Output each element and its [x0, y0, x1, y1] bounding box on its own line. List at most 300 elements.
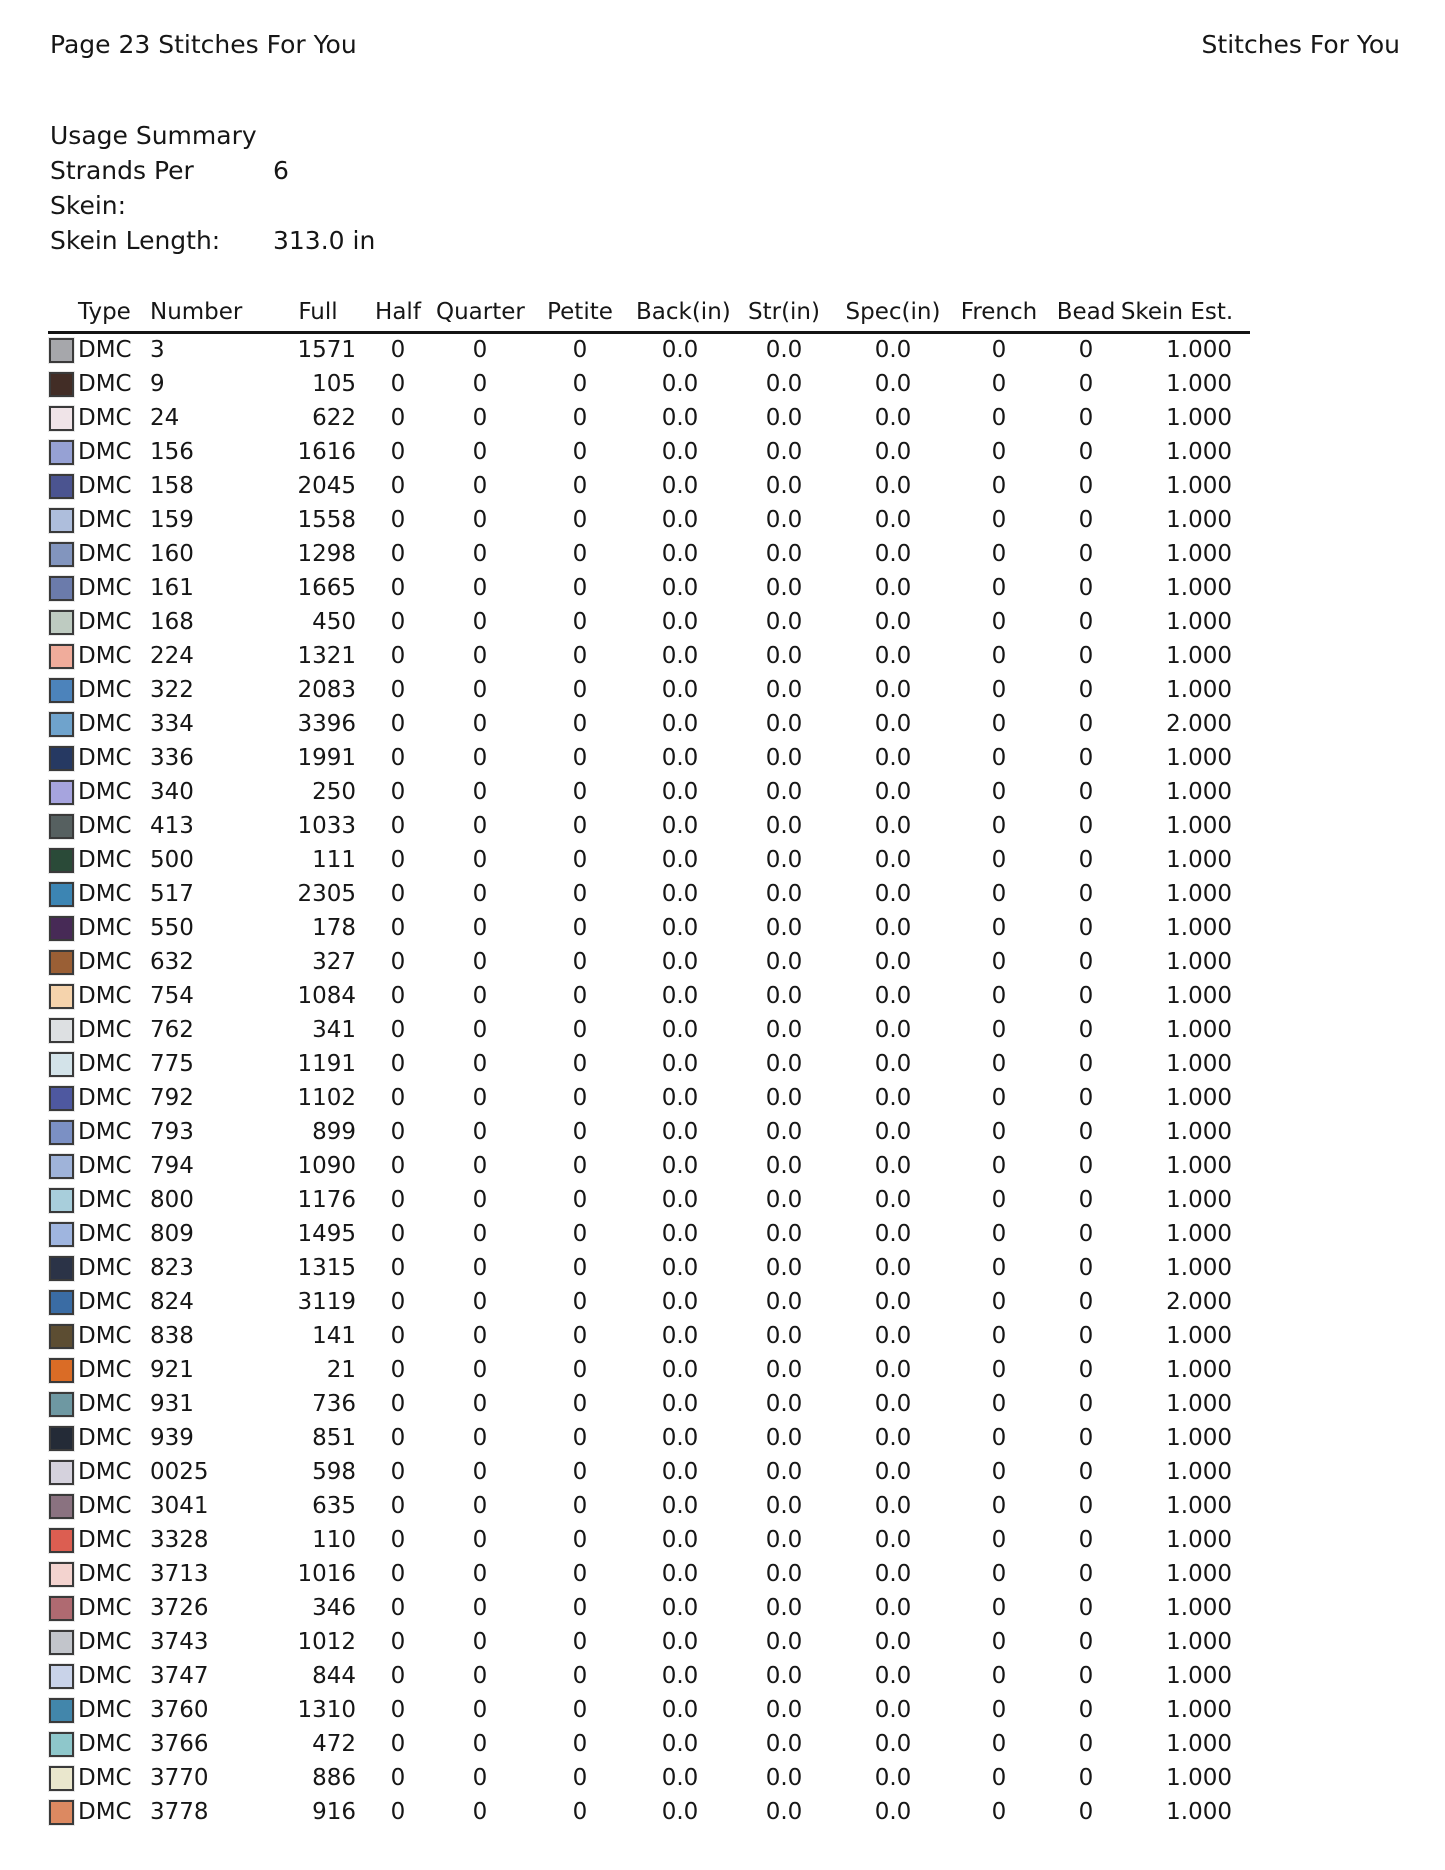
cell-number: 3 [150, 337, 165, 364]
cell-bead: 0 [1078, 1220, 1094, 1247]
cell-spec-in: 0.0 [874, 1798, 912, 1825]
cell-spec-in: 0.0 [874, 1730, 912, 1757]
cell-spec-in: 0.0 [874, 1526, 912, 1553]
cell-french: 0 [991, 337, 1007, 364]
table-row [48, 1693, 1250, 1727]
cell-petite: 0 [572, 1594, 588, 1621]
table-row [48, 1319, 1250, 1353]
cell-str-in: 0.0 [765, 1152, 803, 1179]
cell-skein-est: 1.000 [1166, 337, 1232, 364]
swatch-cell [48, 673, 78, 707]
cell-str-in: 0.0 [765, 982, 803, 1009]
cell-quarter: 0 [472, 1152, 488, 1179]
cell-spec-in: 0.0 [874, 1628, 912, 1655]
thread-color-swatch [49, 644, 74, 669]
cell-half: 0 [390, 1118, 406, 1145]
cell-half: 0 [390, 914, 406, 941]
cell-back-in: 0.0 [661, 880, 699, 907]
cell-bead: 0 [1078, 1390, 1094, 1417]
cell-str-in: 0.0 [765, 1254, 803, 1281]
cell-quarter: 0 [472, 540, 488, 567]
swatch-cell [48, 605, 78, 639]
thread-color-swatch [49, 406, 74, 431]
swatch-cell [48, 1217, 78, 1251]
table-row [48, 1659, 1250, 1693]
cell-quarter: 0 [472, 608, 488, 635]
cell-spec-in: 0.0 [874, 676, 912, 703]
cell-spec-in: 0.0 [874, 472, 912, 499]
cell-number: 775 [150, 1050, 194, 1077]
table-row [48, 571, 1250, 605]
thread-color-swatch [49, 1562, 74, 1587]
cell-bead: 0 [1078, 744, 1094, 771]
cell-type: DMC [78, 744, 132, 771]
cell-full: 1298 [297, 540, 356, 567]
cell-back-in: 0.0 [661, 370, 699, 397]
cell-back-in: 0.0 [661, 1186, 699, 1213]
cell-spec-in: 0.0 [874, 846, 912, 873]
cell-full: 844 [312, 1662, 356, 1689]
page-header-left: Page 23 Stitches For You [50, 30, 357, 59]
cell-half: 0 [390, 1016, 406, 1043]
cell-spec-in: 0.0 [874, 1050, 912, 1077]
cell-back-in: 0.0 [661, 812, 699, 839]
cell-full: 450 [312, 608, 356, 635]
cell-skein-est: 1.000 [1166, 1220, 1232, 1247]
thread-color-swatch [49, 916, 74, 941]
cell-french: 0 [991, 778, 1007, 805]
cell-full: 105 [312, 370, 356, 397]
cell-petite: 0 [572, 982, 588, 1009]
cell-petite: 0 [572, 948, 588, 975]
cell-full: 622 [312, 404, 356, 431]
cell-bead: 0 [1078, 1764, 1094, 1791]
cell-number: 336 [150, 744, 194, 771]
cell-full: 1495 [297, 1220, 356, 1247]
swatch-cell [48, 1353, 78, 1387]
skein-length-row [50, 223, 375, 258]
cell-quarter: 0 [472, 506, 488, 533]
swatch-cell [48, 571, 78, 605]
thread-color-swatch [49, 814, 74, 839]
cell-type: DMC [78, 574, 132, 601]
cell-quarter: 0 [472, 914, 488, 941]
cell-type: DMC [78, 914, 132, 941]
cell-full: 2045 [297, 472, 356, 499]
table-row [48, 1455, 1250, 1489]
thread-color-swatch [49, 1732, 74, 1757]
cell-skein-est: 1.000 [1166, 744, 1232, 771]
cell-bead: 0 [1078, 438, 1094, 465]
cell-spec-in: 0.0 [874, 1186, 912, 1213]
cell-half: 0 [390, 608, 406, 635]
cell-number: 931 [150, 1390, 194, 1417]
cell-french: 0 [991, 710, 1007, 737]
cell-bead: 0 [1078, 1322, 1094, 1349]
cell-full: 1315 [297, 1254, 356, 1281]
cell-bead: 0 [1078, 880, 1094, 907]
cell-full: 1571 [297, 337, 356, 364]
cell-bead: 0 [1078, 1084, 1094, 1111]
cell-bead: 0 [1078, 982, 1094, 1009]
cell-back-in: 0.0 [661, 1016, 699, 1043]
cell-half: 0 [390, 948, 406, 975]
cell-french: 0 [991, 1594, 1007, 1621]
cell-full: 1616 [297, 438, 356, 465]
cell-bead: 0 [1078, 1492, 1094, 1519]
cell-bead: 0 [1078, 1458, 1094, 1485]
cell-spec-in: 0.0 [874, 1390, 912, 1417]
cell-half: 0 [390, 642, 406, 669]
cell-skein-est: 1.000 [1166, 1152, 1232, 1179]
cell-half: 0 [390, 1050, 406, 1077]
thread-color-swatch [49, 576, 74, 601]
cell-french: 0 [991, 1798, 1007, 1825]
cell-type: DMC [78, 1798, 132, 1825]
cell-back-in: 0.0 [661, 472, 699, 499]
strands-per-skein-value: 6 [273, 156, 289, 185]
cell-french: 0 [991, 1220, 1007, 1247]
cell-bead: 0 [1078, 1050, 1094, 1077]
cell-back-in: 0.0 [661, 574, 699, 601]
cell-bead: 0 [1078, 1288, 1094, 1315]
cell-petite: 0 [572, 370, 588, 397]
swatch-cell [48, 333, 78, 367]
cell-petite: 0 [572, 1526, 588, 1553]
cell-bead: 0 [1078, 1186, 1094, 1213]
cell-full: 1991 [297, 744, 356, 771]
swatch-cell [48, 1795, 78, 1829]
swatch-cell [48, 1115, 78, 1149]
cell-str-in: 0.0 [765, 948, 803, 975]
cell-half: 0 [390, 1288, 406, 1315]
cell-str-in: 0.0 [765, 710, 803, 737]
swatch-cell [48, 877, 78, 911]
thread-color-swatch [49, 440, 74, 465]
cell-number: 809 [150, 1220, 194, 1247]
strands-per-skein-row [50, 153, 375, 223]
cell-quarter: 0 [472, 948, 488, 975]
cell-half: 0 [390, 1322, 406, 1349]
cell-back-in: 0.0 [661, 1560, 699, 1587]
cell-number: 334 [150, 710, 194, 737]
cell-type: DMC [78, 1560, 132, 1587]
cell-quarter: 0 [472, 812, 488, 839]
thread-color-swatch [49, 1086, 74, 1111]
cell-quarter: 0 [472, 337, 488, 364]
cell-quarter: 0 [472, 1628, 488, 1655]
cell-number: 3747 [150, 1662, 209, 1689]
cell-number: 3041 [150, 1492, 209, 1519]
cell-number: 156 [150, 438, 194, 465]
cell-number: 3328 [150, 1526, 209, 1553]
cell-quarter: 0 [472, 1798, 488, 1825]
cell-quarter: 0 [472, 1662, 488, 1689]
cell-str-in: 0.0 [765, 1696, 803, 1723]
cell-petite: 0 [572, 642, 588, 669]
cell-french: 0 [991, 948, 1007, 975]
cell-bead: 0 [1078, 812, 1094, 839]
swatch-cell [48, 707, 78, 741]
cell-quarter: 0 [472, 1390, 488, 1417]
cell-full: 2083 [297, 676, 356, 703]
cell-french: 0 [991, 642, 1007, 669]
thread-color-swatch [49, 1018, 74, 1043]
thread-color-swatch [49, 1324, 74, 1349]
cell-full: 1012 [297, 1628, 356, 1655]
cell-back-in: 0.0 [661, 1254, 699, 1281]
cell-half: 0 [390, 982, 406, 1009]
cell-skein-est: 1.000 [1166, 846, 1232, 873]
cell-str-in: 0.0 [765, 574, 803, 601]
thread-color-swatch [49, 1052, 74, 1077]
thread-color-swatch [49, 1698, 74, 1723]
cell-skein-est: 1.000 [1166, 812, 1232, 839]
cell-half: 0 [390, 1356, 406, 1383]
cell-quarter: 0 [472, 1594, 488, 1621]
cell-french: 0 [991, 846, 1007, 873]
cell-type: DMC [78, 778, 132, 805]
thread-color-swatch [49, 508, 74, 533]
cell-bead: 0 [1078, 1798, 1094, 1825]
table-row [48, 435, 1250, 469]
cell-type: DMC [78, 982, 132, 1009]
cell-spec-in: 0.0 [874, 1662, 912, 1689]
cell-half: 0 [390, 1424, 406, 1451]
col-header-french: French [942, 288, 1056, 333]
cell-half: 0 [390, 778, 406, 805]
cell-skein-est: 1.000 [1166, 1424, 1232, 1451]
cell-full: 141 [312, 1322, 356, 1349]
cell-french: 0 [991, 880, 1007, 907]
cell-type: DMC [78, 337, 132, 364]
cell-back-in: 0.0 [661, 1492, 699, 1519]
cell-skein-est: 1.000 [1166, 880, 1232, 907]
usage-table-body [48, 333, 1250, 1829]
cell-full: 1090 [297, 1152, 356, 1179]
cell-skein-est: 2.000 [1166, 1288, 1232, 1315]
cell-spec-in: 0.0 [874, 1424, 912, 1451]
table-row [48, 843, 1250, 877]
cell-full: 1191 [297, 1050, 356, 1077]
cell-skein-est: 1.000 [1166, 1764, 1232, 1791]
cell-back-in: 0.0 [661, 1730, 699, 1757]
table-row [48, 1523, 1250, 1557]
cell-french: 0 [991, 1696, 1007, 1723]
cell-full: 3119 [297, 1288, 356, 1315]
table-row [48, 741, 1250, 775]
cell-str-in: 0.0 [765, 472, 803, 499]
cell-number: 158 [150, 472, 194, 499]
cell-french: 0 [991, 540, 1007, 567]
cell-back-in: 0.0 [661, 404, 699, 431]
cell-skein-est: 1.000 [1166, 676, 1232, 703]
cell-petite: 0 [572, 1696, 588, 1723]
table-row [48, 1183, 1250, 1217]
swatch-cell [48, 1047, 78, 1081]
cell-type: DMC [78, 370, 132, 397]
cell-french: 0 [991, 1254, 1007, 1281]
thread-color-swatch [49, 1460, 74, 1485]
swatch-cell [48, 1013, 78, 1047]
cell-quarter: 0 [472, 1492, 488, 1519]
cell-back-in: 0.0 [661, 506, 699, 533]
table-row [48, 775, 1250, 809]
cell-number: 3726 [150, 1594, 209, 1621]
cell-petite: 0 [572, 438, 588, 465]
cell-full: 635 [312, 1492, 356, 1519]
cell-full: 2305 [297, 880, 356, 907]
cell-half: 0 [390, 1152, 406, 1179]
cell-bead: 0 [1078, 1424, 1094, 1451]
thread-color-swatch [49, 984, 74, 1009]
thread-color-swatch [49, 1766, 74, 1791]
cell-french: 0 [991, 1322, 1007, 1349]
cell-str-in: 0.0 [765, 1594, 803, 1621]
cell-type: DMC [78, 540, 132, 567]
cell-full: 111 [312, 846, 356, 873]
thread-color-swatch [49, 1494, 74, 1519]
cell-back-in: 0.0 [661, 642, 699, 669]
cell-skein-est: 1.000 [1166, 1390, 1232, 1417]
table-row [48, 605, 1250, 639]
cell-petite: 0 [572, 1730, 588, 1757]
cell-type: DMC [78, 1152, 132, 1179]
skein-length-label: Skein Length: [50, 226, 221, 255]
swatch-cell [48, 809, 78, 843]
cell-french: 0 [991, 1730, 1007, 1757]
cell-quarter: 0 [472, 1016, 488, 1043]
cell-petite: 0 [572, 1798, 588, 1825]
cell-spec-in: 0.0 [874, 337, 912, 364]
cell-number: 632 [150, 948, 194, 975]
cell-str-in: 0.0 [765, 1356, 803, 1383]
cell-spec-in: 0.0 [874, 1764, 912, 1791]
cell-quarter: 0 [472, 370, 488, 397]
cell-petite: 0 [572, 1628, 588, 1655]
cell-str-in: 0.0 [765, 1186, 803, 1213]
swatch-cell [48, 1727, 78, 1761]
cell-str-in: 0.0 [765, 506, 803, 533]
cell-full: 886 [312, 1764, 356, 1791]
cell-french: 0 [991, 1662, 1007, 1689]
cell-type: DMC [78, 1016, 132, 1043]
cell-type: DMC [78, 1628, 132, 1655]
cell-full: 899 [312, 1118, 356, 1145]
cell-half: 0 [390, 1390, 406, 1417]
swatch-cell [48, 1489, 78, 1523]
cell-quarter: 0 [472, 1254, 488, 1281]
cell-french: 0 [991, 404, 1007, 431]
cell-petite: 0 [572, 1016, 588, 1043]
cell-spec-in: 0.0 [874, 1288, 912, 1315]
col-header-str-in: Str(in) [724, 288, 844, 333]
cell-str-in: 0.0 [765, 337, 803, 364]
cell-half: 0 [390, 404, 406, 431]
cell-skein-est: 1.000 [1166, 948, 1232, 975]
cell-str-in: 0.0 [765, 404, 803, 431]
thread-color-swatch [49, 1256, 74, 1281]
cell-french: 0 [991, 1084, 1007, 1111]
col-header-skein-est: Skein Est. [1116, 288, 1250, 333]
cell-str-in: 0.0 [765, 1016, 803, 1043]
cell-full: 178 [312, 914, 356, 941]
cell-skein-est: 1.000 [1166, 1322, 1232, 1349]
cell-skein-est: 1.000 [1166, 1050, 1232, 1077]
table-row [48, 333, 1250, 367]
cell-half: 0 [390, 1254, 406, 1281]
cell-half: 0 [390, 1696, 406, 1723]
cell-number: 340 [150, 778, 194, 805]
cell-bead: 0 [1078, 1526, 1094, 1553]
cell-petite: 0 [572, 608, 588, 635]
cell-full: 1310 [297, 1696, 356, 1723]
cell-petite: 0 [572, 1254, 588, 1281]
cell-quarter: 0 [472, 472, 488, 499]
cell-spec-in: 0.0 [874, 982, 912, 1009]
cell-french: 0 [991, 1492, 1007, 1519]
cell-full: 1084 [297, 982, 356, 1009]
cell-spec-in: 0.0 [874, 1458, 912, 1485]
swatch-cell [48, 503, 78, 537]
cell-quarter: 0 [472, 1220, 488, 1247]
cell-back-in: 0.0 [661, 914, 699, 941]
cell-skein-est: 1.000 [1166, 1798, 1232, 1825]
swatch-cell [48, 775, 78, 809]
swatch-cell [48, 469, 78, 503]
cell-half: 0 [390, 744, 406, 771]
cell-type: DMC [78, 1764, 132, 1791]
cell-bead: 0 [1078, 1118, 1094, 1145]
cell-type: DMC [78, 812, 132, 839]
thread-color-swatch [49, 610, 74, 635]
table-row [48, 1387, 1250, 1421]
cell-half: 0 [390, 574, 406, 601]
swatch-column-header [48, 288, 78, 333]
cell-petite: 0 [572, 914, 588, 941]
cell-spec-in: 0.0 [874, 744, 912, 771]
header-row [48, 288, 1250, 333]
cell-back-in: 0.0 [661, 1628, 699, 1655]
cell-back-in: 0.0 [661, 982, 699, 1009]
thread-color-swatch [49, 338, 74, 363]
cell-skein-est: 1.000 [1166, 778, 1232, 805]
cell-french: 0 [991, 1526, 1007, 1553]
cell-french: 0 [991, 608, 1007, 635]
table-row [48, 503, 1250, 537]
cell-str-in: 0.0 [765, 1084, 803, 1111]
cell-str-in: 0.0 [765, 438, 803, 465]
usage-table [48, 288, 1250, 1829]
cell-type: DMC [78, 1594, 132, 1621]
thread-color-swatch [49, 1392, 74, 1417]
cell-bead: 0 [1078, 506, 1094, 533]
cell-spec-in: 0.0 [874, 1322, 912, 1349]
cell-half: 0 [390, 880, 406, 907]
swatch-cell [48, 1387, 78, 1421]
cell-type: DMC [78, 1084, 132, 1111]
cell-back-in: 0.0 [661, 1050, 699, 1077]
cell-str-in: 0.0 [765, 880, 803, 907]
cell-full: 1016 [297, 1560, 356, 1587]
swatch-cell [48, 1149, 78, 1183]
cell-str-in: 0.0 [765, 1118, 803, 1145]
cell-bead: 0 [1078, 710, 1094, 737]
cell-type: DMC [78, 506, 132, 533]
cell-petite: 0 [572, 1152, 588, 1179]
cell-half: 0 [390, 1560, 406, 1587]
cell-skein-est: 1.000 [1166, 1696, 1232, 1723]
